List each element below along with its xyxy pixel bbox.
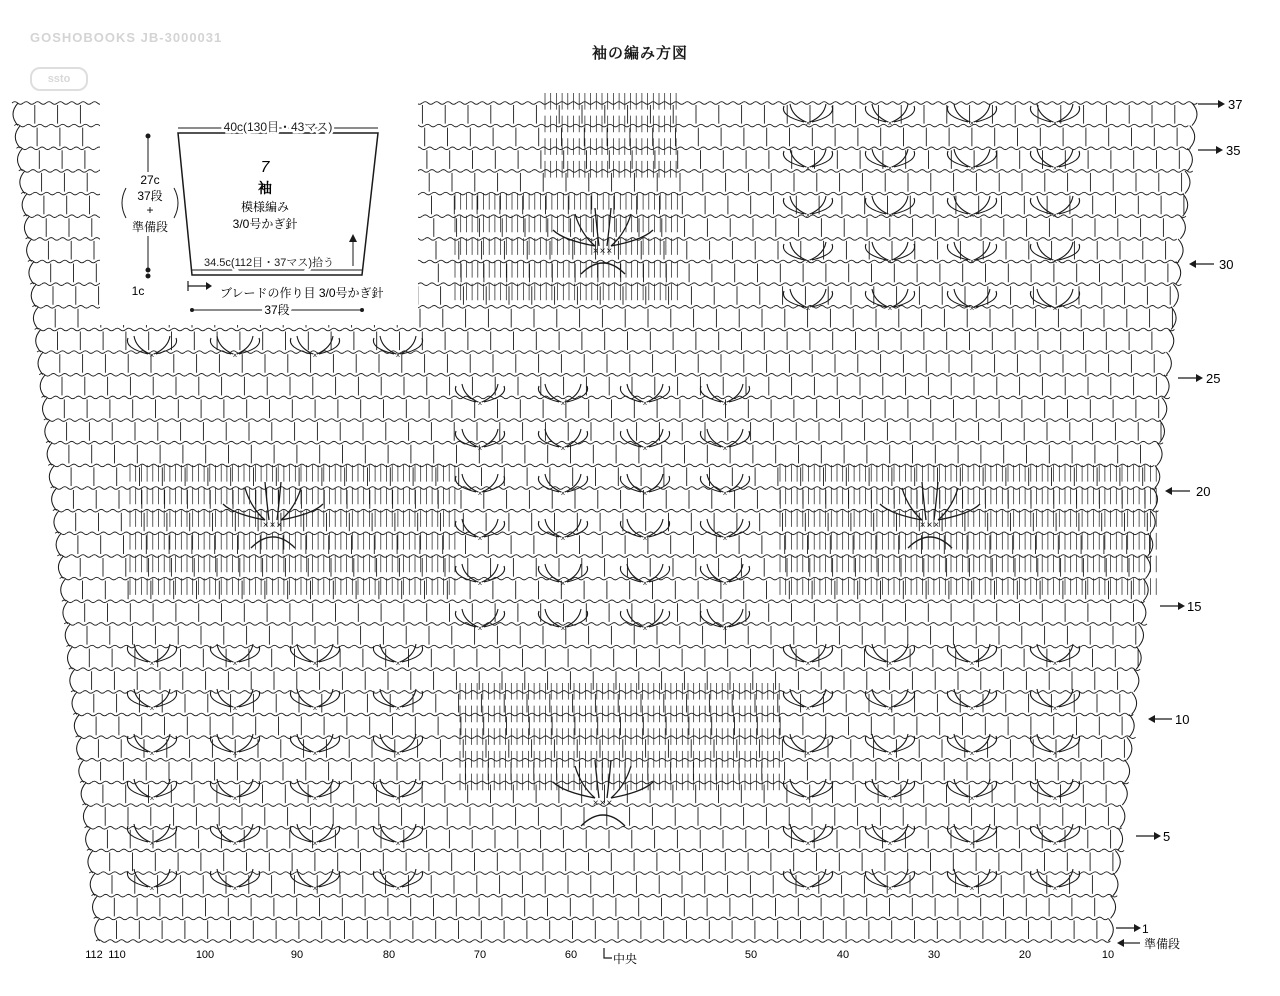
fan-motif bbox=[947, 289, 996, 313]
svg-text:×: × bbox=[1052, 749, 1058, 758]
stitch-name: 模様編み bbox=[240, 200, 290, 214]
svg-text:×: × bbox=[312, 794, 318, 803]
hook-size: 3/0号かぎ針 bbox=[232, 217, 298, 231]
svg-text:×: × bbox=[232, 749, 238, 758]
col-label-40: 40 bbox=[836, 949, 850, 961]
col-label-90: 90 bbox=[290, 949, 304, 961]
svg-text:×: × bbox=[805, 749, 811, 758]
svg-text:×: × bbox=[395, 749, 401, 758]
svg-text:×: × bbox=[642, 399, 648, 408]
svg-text:×: × bbox=[560, 489, 566, 498]
col-label-70: 70 bbox=[473, 949, 487, 961]
svg-text:×: × bbox=[1052, 659, 1058, 668]
svg-text:×: × bbox=[232, 884, 238, 893]
col-label-110: 110 bbox=[108, 949, 126, 961]
fan-motif bbox=[455, 474, 504, 498]
svg-text:×: × bbox=[722, 534, 728, 543]
fan-motif bbox=[210, 824, 259, 848]
fan-motif bbox=[1030, 149, 1079, 173]
svg-text:準備段: 準備段 bbox=[1144, 937, 1181, 951]
fan-motif bbox=[865, 824, 914, 848]
svg-text:×: × bbox=[312, 884, 318, 893]
row-label-35 bbox=[1198, 143, 1240, 158]
braid-note: ブレードの作り目 3/0号かぎ針 bbox=[220, 286, 384, 300]
svg-text:×: × bbox=[969, 164, 975, 173]
svg-text:×: × bbox=[642, 489, 648, 498]
fan-motif bbox=[290, 689, 339, 713]
svg-text:×: × bbox=[395, 351, 401, 360]
svg-text:×: × bbox=[887, 884, 893, 893]
fan-motif bbox=[947, 196, 996, 220]
fan-motif bbox=[947, 149, 996, 173]
svg-text:×: × bbox=[149, 659, 155, 668]
svg-text:×: × bbox=[805, 211, 811, 220]
fan-motif bbox=[538, 564, 587, 588]
svg-text:×: × bbox=[887, 257, 893, 266]
fan-motif bbox=[210, 689, 259, 713]
svg-text:×: × bbox=[477, 444, 483, 453]
fan-motif bbox=[620, 429, 669, 453]
svg-text:35: 35 bbox=[1226, 143, 1241, 158]
svg-text:20: 20 bbox=[1196, 484, 1211, 499]
svg-text:×: × bbox=[232, 704, 238, 713]
col-label-112: 112 bbox=[85, 949, 103, 961]
svg-text:×: × bbox=[887, 794, 893, 803]
row-label-37 bbox=[1198, 97, 1242, 112]
fan-motif bbox=[783, 149, 832, 173]
fan-motif bbox=[947, 824, 996, 848]
fan-motif bbox=[373, 734, 422, 758]
fan-motif bbox=[947, 779, 996, 803]
fan-motif bbox=[700, 429, 749, 453]
fan-motif bbox=[127, 734, 176, 758]
svg-text:×: × bbox=[887, 211, 893, 220]
svg-text:5: 5 bbox=[1163, 829, 1171, 844]
height-cm: 27c bbox=[140, 173, 160, 187]
fan-motif bbox=[865, 644, 914, 668]
svg-text:×: × bbox=[232, 794, 238, 803]
fan-motif bbox=[290, 869, 339, 893]
svg-text:×: × bbox=[395, 794, 401, 803]
fan-motif bbox=[783, 196, 832, 220]
top-width-label: 40c(130目・43マス) bbox=[223, 120, 333, 134]
svg-text:×: × bbox=[149, 839, 155, 848]
svg-text:×: × bbox=[969, 304, 975, 313]
fan-motif bbox=[290, 824, 339, 848]
svg-text:×: × bbox=[1052, 257, 1058, 266]
fan-motif bbox=[783, 289, 832, 313]
center-label: 中央 bbox=[612, 952, 638, 966]
fan-motif bbox=[700, 474, 749, 498]
fan-motif bbox=[947, 242, 996, 266]
fan-motif bbox=[620, 384, 669, 408]
svg-text:25: 25 bbox=[1206, 371, 1221, 386]
svg-text:×: × bbox=[969, 749, 975, 758]
row-label-25 bbox=[1178, 371, 1220, 386]
bottom-rows: 37段 bbox=[264, 303, 290, 317]
svg-text:×: × bbox=[560, 534, 566, 543]
row-label-5 bbox=[1136, 829, 1170, 844]
col-label-1: 10 bbox=[1101, 949, 1115, 961]
fan-motif bbox=[620, 474, 669, 498]
svg-text:×: × bbox=[395, 704, 401, 713]
large-fan bbox=[553, 760, 653, 826]
svg-text:×: × bbox=[1052, 304, 1058, 313]
svg-text:×: × bbox=[312, 659, 318, 668]
svg-text:×: × bbox=[477, 489, 483, 498]
fan-motif bbox=[700, 519, 749, 543]
fan-motif bbox=[865, 734, 914, 758]
row-label-1 bbox=[1116, 922, 1149, 936]
piece-number: 7 bbox=[260, 159, 270, 176]
svg-text:×: × bbox=[805, 704, 811, 713]
fan-motif bbox=[538, 474, 587, 498]
svg-text:37: 37 bbox=[1228, 97, 1243, 112]
svg-text:×: × bbox=[969, 704, 975, 713]
svg-text:1: 1 bbox=[1142, 922, 1149, 936]
fan-motif bbox=[210, 869, 259, 893]
row-label-15 bbox=[1160, 599, 1201, 614]
svg-text:×: × bbox=[312, 351, 318, 360]
center-marker bbox=[604, 948, 612, 958]
svg-text:×××: ××× bbox=[919, 520, 941, 531]
svg-text:×: × bbox=[560, 399, 566, 408]
row-label-20 bbox=[1165, 484, 1210, 499]
svg-text:×: × bbox=[969, 119, 975, 128]
row-label-prep bbox=[1117, 936, 1180, 951]
column-labels bbox=[85, 948, 1114, 966]
svg-text:×: × bbox=[722, 489, 728, 498]
svg-text:×: × bbox=[805, 794, 811, 803]
svg-text:×: × bbox=[887, 704, 893, 713]
svg-text:×: × bbox=[232, 839, 238, 848]
col-label-30: 30 bbox=[927, 949, 941, 961]
svg-text:×: × bbox=[805, 119, 811, 128]
col-label-80: 80 bbox=[382, 949, 396, 961]
fan-motif bbox=[1030, 289, 1079, 313]
svg-text:×: × bbox=[477, 534, 483, 543]
svg-text:×: × bbox=[149, 704, 155, 713]
col-label-20: 20 bbox=[1018, 949, 1032, 961]
svg-text:×: × bbox=[887, 304, 893, 313]
fan-motif bbox=[455, 564, 504, 588]
fan-motif bbox=[210, 779, 259, 803]
fan-motif bbox=[373, 336, 422, 360]
prep-row-label: 準備段 bbox=[131, 220, 169, 234]
svg-text:×: × bbox=[805, 659, 811, 668]
fan-motif bbox=[1030, 689, 1079, 713]
svg-text:×: × bbox=[722, 399, 728, 408]
svg-text:×: × bbox=[149, 749, 155, 758]
row-labels bbox=[1116, 97, 1242, 951]
fan-motif bbox=[947, 644, 996, 668]
svg-text:×: × bbox=[969, 884, 975, 893]
fan-motif bbox=[455, 429, 504, 453]
svg-text:×: × bbox=[722, 579, 728, 588]
watermark-text: GOSHOBOOKS JB-3000031 bbox=[30, 30, 223, 45]
fan-motif bbox=[127, 689, 176, 713]
svg-text:×: × bbox=[560, 444, 566, 453]
fan-motif bbox=[620, 519, 669, 543]
svg-text:15: 15 bbox=[1187, 599, 1202, 614]
svg-text:×: × bbox=[477, 579, 483, 588]
svg-text:×: × bbox=[969, 211, 975, 220]
svg-text:×: × bbox=[1052, 119, 1058, 128]
svg-text:×: × bbox=[969, 659, 975, 668]
svg-text:×: × bbox=[642, 444, 648, 453]
fan-motif bbox=[865, 869, 914, 893]
chart-title: 袖の編み方図 bbox=[591, 45, 688, 62]
svg-text:×: × bbox=[805, 839, 811, 848]
svg-text:×: × bbox=[312, 749, 318, 758]
svg-text:×: × bbox=[1052, 839, 1058, 848]
fan-motif bbox=[620, 609, 669, 633]
border-cm: 1c bbox=[131, 284, 145, 298]
fan-motif bbox=[947, 104, 996, 128]
fan-motif bbox=[947, 734, 996, 758]
svg-text:×: × bbox=[477, 624, 483, 633]
svg-text:×: × bbox=[805, 164, 811, 173]
fan-motif bbox=[455, 519, 504, 543]
svg-text:×: × bbox=[1052, 704, 1058, 713]
svg-text:×: × bbox=[642, 579, 648, 588]
fan-motif bbox=[538, 519, 587, 543]
svg-text:10: 10 bbox=[1175, 712, 1190, 727]
svg-text:×: × bbox=[805, 884, 811, 893]
svg-text:×: × bbox=[805, 257, 811, 266]
height-rows: 37段 bbox=[137, 189, 163, 203]
svg-text:×: × bbox=[722, 624, 728, 633]
svg-text:×: × bbox=[969, 794, 975, 803]
publisher-logo: ssto bbox=[30, 67, 88, 91]
svg-text:×: × bbox=[477, 399, 483, 408]
fan-motif bbox=[783, 644, 832, 668]
svg-text:×: × bbox=[1052, 211, 1058, 220]
col-label-60: 60 bbox=[564, 949, 578, 961]
fan-motif bbox=[865, 289, 914, 313]
fan-motif bbox=[783, 734, 832, 758]
svg-text:×: × bbox=[560, 624, 566, 633]
fan-motif bbox=[1030, 824, 1079, 848]
fan-motif bbox=[947, 689, 996, 713]
fan-motif bbox=[290, 779, 339, 803]
plus-sign: + bbox=[146, 203, 154, 217]
row-label-30 bbox=[1189, 257, 1233, 272]
piece-name: 袖 bbox=[258, 180, 272, 196]
svg-text:×: × bbox=[887, 164, 893, 173]
fan-motif bbox=[373, 779, 422, 803]
fan-motif bbox=[865, 149, 914, 173]
fan-motif bbox=[700, 609, 749, 633]
svg-text:×××: ××× bbox=[592, 798, 614, 809]
svg-text:×: × bbox=[722, 444, 728, 453]
svg-text:×: × bbox=[232, 659, 238, 668]
svg-text:×: × bbox=[149, 884, 155, 893]
svg-text:×: × bbox=[312, 704, 318, 713]
fan-motif bbox=[538, 609, 587, 633]
svg-text:×: × bbox=[232, 351, 238, 360]
fan-motif bbox=[373, 689, 422, 713]
svg-text:×: × bbox=[887, 119, 893, 128]
row-label-10 bbox=[1148, 712, 1189, 727]
svg-text:×: × bbox=[395, 884, 401, 893]
svg-text:×: × bbox=[887, 839, 893, 848]
svg-text:×: × bbox=[642, 624, 648, 633]
svg-text:30: 30 bbox=[1219, 257, 1234, 272]
svg-text:×××: ××× bbox=[262, 520, 284, 531]
pickup-label: 34.5c(112目・37マス)拾う bbox=[204, 257, 335, 269]
svg-text:×: × bbox=[312, 839, 318, 848]
fan-motif bbox=[538, 429, 587, 453]
fan-motif bbox=[700, 384, 749, 408]
col-label-50: 50 bbox=[744, 949, 758, 961]
svg-text:×: × bbox=[1052, 794, 1058, 803]
svg-text:×: × bbox=[887, 659, 893, 668]
svg-text:×: × bbox=[1052, 884, 1058, 893]
fan-motif bbox=[127, 336, 176, 360]
svg-text:×: × bbox=[149, 794, 155, 803]
sleeve-schematic bbox=[100, 100, 418, 325]
svg-text:×: × bbox=[969, 257, 975, 266]
fan-motif bbox=[127, 779, 176, 803]
svg-text:×: × bbox=[805, 304, 811, 313]
fan-motif bbox=[210, 336, 259, 360]
svg-text:×: × bbox=[1052, 164, 1058, 173]
svg-text:×: × bbox=[887, 749, 893, 758]
svg-text:×: × bbox=[560, 579, 566, 588]
svg-text:×: × bbox=[969, 839, 975, 848]
fan-motif bbox=[700, 564, 749, 588]
svg-text:×: × bbox=[642, 534, 648, 543]
svg-text:×: × bbox=[149, 351, 155, 360]
fan-motif bbox=[290, 336, 339, 360]
col-label-100: 100 bbox=[195, 949, 215, 961]
svg-text:×: × bbox=[395, 839, 401, 848]
svg-text:×: × bbox=[395, 659, 401, 668]
fan-motif bbox=[1030, 869, 1079, 893]
svg-text:×××: ××× bbox=[592, 246, 614, 257]
fan-motif bbox=[783, 779, 832, 803]
fan-motif bbox=[865, 242, 914, 266]
fan-motif bbox=[373, 644, 422, 668]
fan-motif bbox=[127, 824, 176, 848]
